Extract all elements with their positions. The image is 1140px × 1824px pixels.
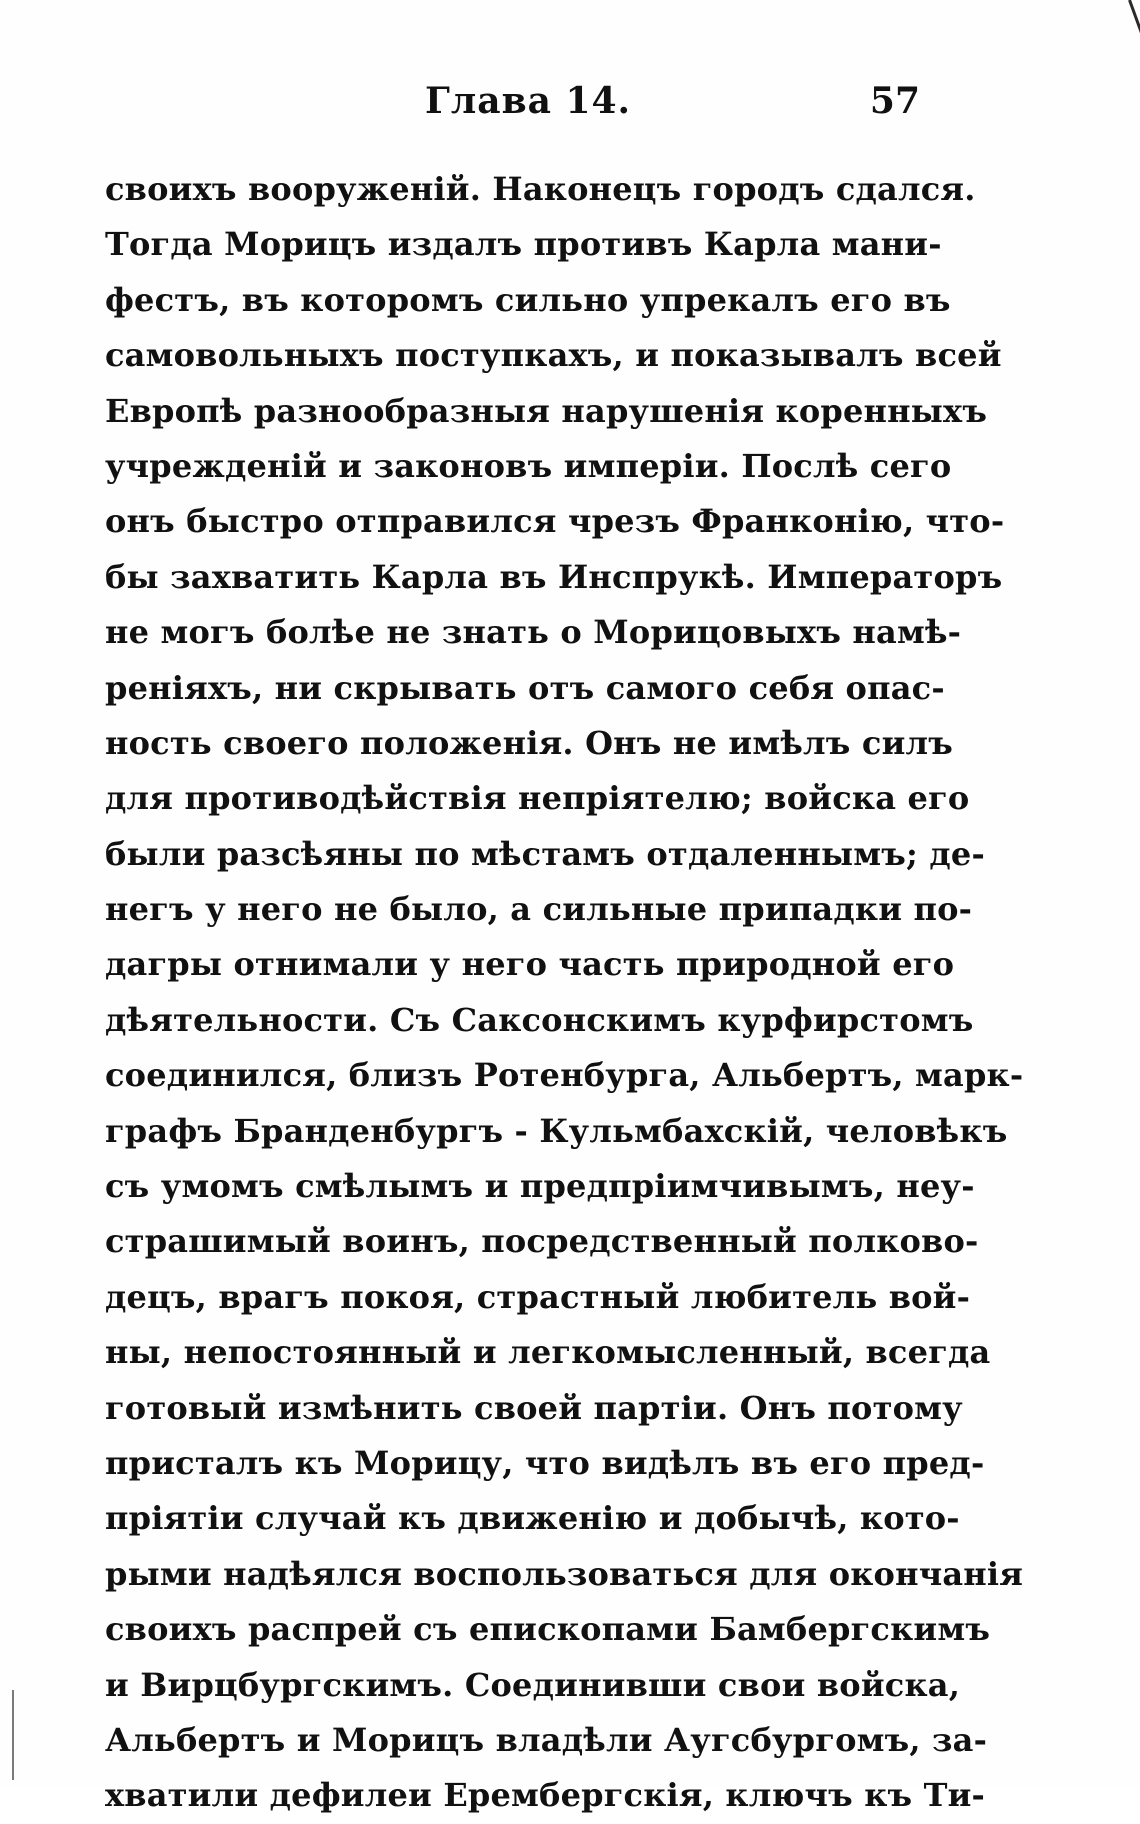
page-header	[105, 80, 920, 140]
text-line: ность своего положенія. Онъ не имѣлъ силъ	[105, 723, 954, 762]
text-line: своихъ вооруженій. Наконецъ городъ сдался.	[105, 170, 976, 208]
text-line: не могъ болѣе не знать о Морицовыхъ намѣ-	[105, 613, 962, 652]
text-line: учрежденій и законовъ имперіи. Послѣ сего	[105, 446, 952, 485]
text-line: съ умомъ смѣлымъ и предпріимчивымъ, неу-	[105, 1167, 975, 1206]
body-text	[105, 162, 1024, 1824]
text-line: соединился, близъ Ротенбурга, Альбертъ, марк-	[105, 1056, 1024, 1095]
scan-edge-mark	[1128, 0, 1140, 38]
text-line: хватили дефилеи Ерембергскія, ключъ къ Ти-	[105, 1776, 986, 1815]
text-line: рыми надѣялся воспользоваться для окончанія	[105, 1554, 1024, 1593]
text-line: и Вирцбургскимъ. Соединивши свои войска,	[105, 1665, 961, 1704]
text-line: реніяхъ, ни скрывать отъ самого себя опас-	[105, 668, 945, 707]
text-line: были разсѣяны по мѣстамъ отдаленнымъ; де-	[105, 834, 985, 873]
scan-edge-mark	[12, 1690, 14, 1780]
text-line: своихъ распрей съ епископами Бамбергскимъ	[105, 1610, 991, 1649]
text-line: присталъ къ Морицу, что видѣлъ въ его пред-	[105, 1443, 985, 1482]
text-line: дѣятельности. Съ Саксонскимъ курфирстомъ	[105, 1000, 974, 1039]
text-line: графъ Бранденбургъ - Кульмбахскій, человѣкъ	[105, 1111, 1008, 1150]
text-line: для противодѣйствія непріятелю; войска его	[105, 779, 970, 818]
text-line: фестъ, въ которомъ сильно упрекалъ его въ	[105, 280, 951, 319]
text-line: самовольныхъ поступкахъ, и показывалъ всей	[105, 336, 1002, 375]
page-number: 57	[869, 80, 920, 122]
text-line: негъ у него не было, а сильные припадки по-	[105, 890, 973, 929]
text-line: бы захватить Карла въ Инспрукѣ. Императоръ	[105, 557, 1003, 596]
text-line: готовый измѣнить своей партіи. Онъ потому	[105, 1388, 963, 1427]
text-line: пріятіи случай къ движенію и добычѣ, кото-	[105, 1499, 960, 1538]
text-line: онъ быстро отправился чрезъ Франконію, что-	[105, 502, 1005, 541]
text-line: страшимый воинъ, посредственный полково-	[105, 1222, 979, 1261]
running-head: Глава 14.	[425, 80, 632, 122]
text-line: дагры отнимали у него часть природной его	[105, 945, 955, 984]
text-line: Тогда Морицъ издалъ противъ Карла мани-	[105, 225, 942, 264]
text-line: Европѣ разнообразныя нарушенія коренныхъ	[105, 391, 988, 430]
text-line: ны, непостоянный и легкомысленный, всегда	[105, 1333, 991, 1372]
text-line: децъ, врагъ покоя, страстный любитель вой-	[105, 1277, 971, 1316]
text-line: Альбертъ и Морицъ владѣли Аугсбургомъ, за-	[105, 1720, 988, 1759]
